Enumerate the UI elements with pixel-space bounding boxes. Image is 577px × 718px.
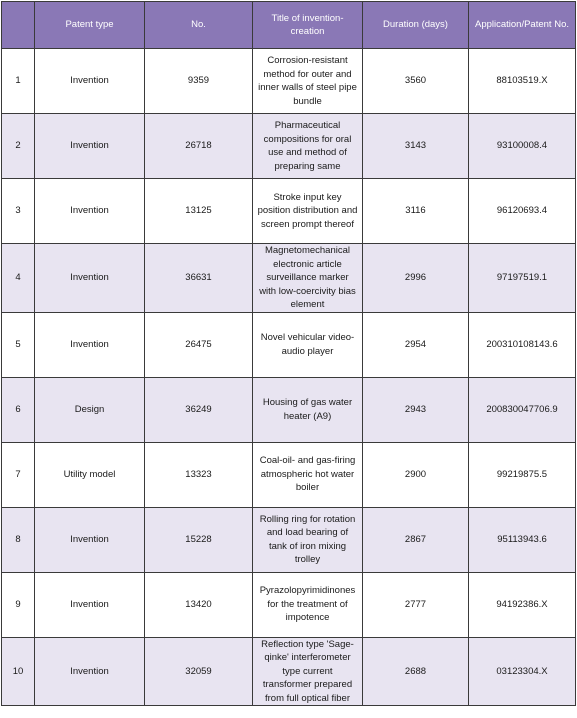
cell-patent-type: Invention	[35, 572, 145, 637]
header-index	[2, 2, 35, 49]
table-row	[2, 377, 576, 442]
cell-application-no: 97197519.1	[469, 244, 576, 313]
table-row	[2, 312, 576, 377]
cell-title: Coal-oil- and gas-firing atmospheric hot water boiler	[253, 442, 363, 507]
cell-index: 8	[2, 507, 35, 572]
cell-application-no: 200830047706.9	[469, 377, 576, 442]
cell-title: Rolling ring for rotation and load bearing of tank of iron mixing trolley	[253, 507, 363, 572]
cell-index: 7	[2, 442, 35, 507]
cell-duration: 2996	[363, 244, 469, 313]
cell-patent-type: Invention	[35, 114, 145, 179]
cell-index: 10	[2, 637, 35, 706]
cell-no: 32059	[145, 637, 253, 706]
cell-application-no: 99219875.5	[469, 442, 576, 507]
cell-no: 9359	[145, 49, 253, 114]
cell-no: 15228	[145, 507, 253, 572]
cell-index: 5	[2, 312, 35, 377]
cell-no: 13323	[145, 442, 253, 507]
cell-application-no: 96120693.4	[469, 179, 576, 244]
table-body	[2, 49, 576, 706]
cell-duration: 2777	[363, 572, 469, 637]
cell-duration: 3143	[363, 114, 469, 179]
cell-duration: 3560	[363, 49, 469, 114]
cell-no: 36249	[145, 377, 253, 442]
header-title: Title of invention-creation	[253, 2, 363, 49]
cell-index: 3	[2, 179, 35, 244]
cell-patent-type: Invention	[35, 49, 145, 114]
cell-title: Magnetomechanical electronic article surveillance marker with low-coercivity bias element	[253, 244, 363, 313]
cell-index: 6	[2, 377, 35, 442]
table-row	[2, 244, 576, 313]
cell-duration: 3116	[363, 179, 469, 244]
cell-patent-type: Utility model	[35, 442, 145, 507]
header-patent-type: Patent type	[35, 2, 145, 49]
cell-duration: 2943	[363, 377, 469, 442]
cell-title: Novel vehicular video-audio player	[253, 312, 363, 377]
cell-title: Pharmaceutical compositions for oral use and method of preparing same	[253, 114, 363, 179]
table-row	[2, 49, 576, 114]
cell-index: 1	[2, 49, 35, 114]
cell-title: Corrosion-resistant method for outer and inner walls of steel pipe bundle	[253, 49, 363, 114]
cell-index: 9	[2, 572, 35, 637]
header-duration: Duration (days)	[363, 2, 469, 49]
cell-title: Housing of gas water heater (A9)	[253, 377, 363, 442]
cell-duration: 2900	[363, 442, 469, 507]
cell-application-no: 95113943.6	[469, 507, 576, 572]
cell-patent-type: Invention	[35, 179, 145, 244]
header-application-no: Application/Patent No.	[469, 2, 576, 49]
cell-no: 26475	[145, 312, 253, 377]
cell-index: 2	[2, 114, 35, 179]
table-row	[2, 114, 576, 179]
cell-title: Stroke input key position distribution and screen prompt thereof	[253, 179, 363, 244]
cell-no: 26718	[145, 114, 253, 179]
header-no: No.	[145, 2, 253, 49]
table-row	[2, 179, 576, 244]
cell-patent-type: Invention	[35, 637, 145, 706]
cell-application-no: 03123304.X	[469, 637, 576, 706]
cell-patent-type: Design	[35, 377, 145, 442]
table-row	[2, 637, 576, 706]
cell-no: 36631	[145, 244, 253, 313]
cell-patent-type: Invention	[35, 244, 145, 313]
cell-application-no: 93100008.4	[469, 114, 576, 179]
cell-patent-type: Invention	[35, 507, 145, 572]
cell-duration: 2688	[363, 637, 469, 706]
table-row	[2, 507, 576, 572]
cell-duration: 2867	[363, 507, 469, 572]
patent-table	[1, 1, 576, 706]
cell-index: 4	[2, 244, 35, 313]
cell-title: Pyrazolopyrimidinones for the treatment of impotence	[253, 572, 363, 637]
cell-application-no: 200310108143.6	[469, 312, 576, 377]
table-row	[2, 572, 576, 637]
table-header	[2, 2, 576, 49]
table-row	[2, 442, 576, 507]
cell-duration: 2954	[363, 312, 469, 377]
cell-title: Reflection type 'Sage-qinke' interferometer type current transformer prepared from full optical fiber	[253, 637, 363, 706]
cell-application-no: 88103519.X	[469, 49, 576, 114]
cell-no: 13125	[145, 179, 253, 244]
cell-patent-type: Invention	[35, 312, 145, 377]
header-row	[2, 2, 576, 49]
cell-application-no: 94192386.X	[469, 572, 576, 637]
cell-no: 13420	[145, 572, 253, 637]
